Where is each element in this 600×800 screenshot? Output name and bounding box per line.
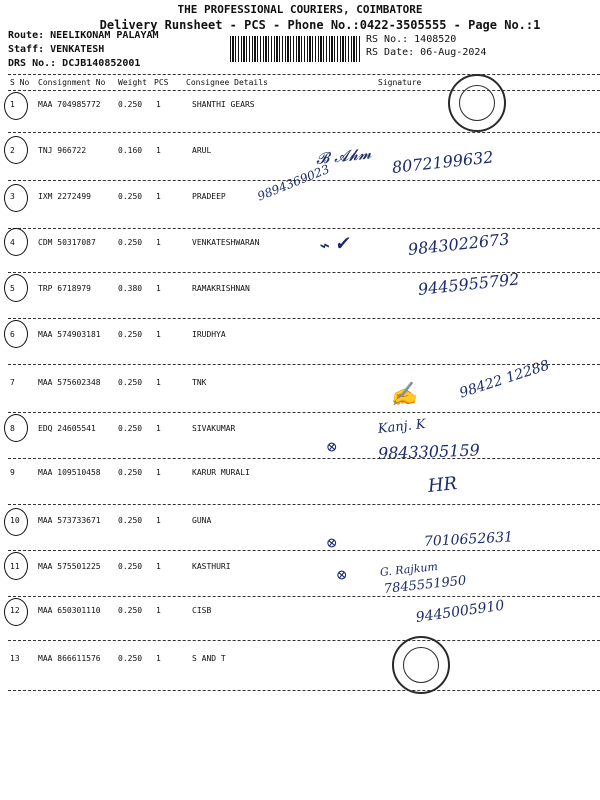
row-sno: 8 [10,424,15,433]
row-pcs: 1 [156,192,161,201]
row-consignment: MAA 866611576 [38,654,101,663]
route-label: Route: NEELIKONAM PALAYAM [8,30,159,41]
row-divider [8,458,600,459]
row-divider [8,550,600,551]
row-sno: 3 [10,192,15,201]
row-consignee: TNK [192,378,207,387]
row-consignment: TNJ 966722 [38,146,87,155]
row-consignment: EDQ 24605541 [38,424,96,433]
row-consignment: MAA 704985772 [38,100,101,109]
row-consignment: MAA 574903181 [38,330,101,339]
row-divider [8,132,600,133]
handwritten-phone: 7845551950 [383,573,468,597]
initial-mark: ⊗ [325,534,339,552]
signature-scribble: ✍ [388,381,419,409]
row-divider [8,364,600,365]
row-consignee: ARUL [192,146,212,155]
sno-circle-mark [4,508,28,536]
row-weight: 0.250 [118,424,143,433]
row-divider [8,640,600,641]
row-consignee: VENKATESHWARAN [192,238,260,247]
barcode [230,36,360,62]
row-consignment: MAA 575602348 [38,378,101,387]
company-seal-stamp [392,636,450,694]
row-pcs: 1 [156,424,161,433]
row-consignee: SIVAKUMAR [192,424,236,433]
row-divider [8,504,600,505]
row-weight: 0.250 [118,562,143,571]
row-weight: 0.250 [118,100,143,109]
row-consignee: KARUR MURALI [192,468,250,477]
row-consignment: MAA 575501225 [38,562,101,571]
row-consignee: IRUDHYA [192,330,226,339]
header-rule-bottom [8,90,600,91]
handwritten-phone: 9843022673 [407,229,511,259]
row-weight: 0.250 [118,468,143,477]
handwritten-phone: 8072199632 [391,147,495,177]
handwritten-phone: 98422 12288 [457,357,552,402]
row-divider [8,596,600,597]
row-sno: 9 [10,468,15,477]
row-weight: 0.250 [118,516,143,525]
row-weight: 0.250 [118,192,143,201]
row-sno: 12 [10,606,20,615]
initial-mark: ⊗ [325,438,339,456]
handwritten-phone: 9445005910 [414,597,506,626]
row-divider [8,690,600,691]
handwritten-name: Kanj. K [377,417,427,437]
col-consignee: Consignee Details [186,78,268,87]
runsheet-title: Delivery Runsheet - PCS - Phone No.:0422-3505555 - Page No.:1 [99,18,541,32]
row-consignment: CDM 50317087 [38,238,96,247]
sno-circle-mark [4,92,28,120]
row-pcs: 1 [156,284,161,293]
row-divider [8,318,600,319]
row-weight: 0.250 [118,378,143,387]
row-weight: 0.160 [118,146,143,155]
col-pcs: PCS [154,78,169,87]
row-pcs: 1 [156,562,161,571]
row-consignment: MAA 650301110 [38,606,101,615]
drs-number: DRS No.: DCJB140852001 [8,58,141,69]
row-sno: 10 [10,516,20,525]
row-sno: 5 [10,284,15,293]
row-consignee: S AND T [192,654,226,663]
company-title: THE PROFESSIONAL COURIERS, COIMBATORE [177,3,423,16]
signature-scribble: HR [426,473,459,497]
courier-stamp [448,74,506,132]
row-consignment: TRP 6718979 [38,284,91,293]
row-sno: 4 [10,238,15,247]
header-rule-top [8,74,600,75]
row-sno: 7 [10,378,15,387]
row-consignment: MAA 109510458 [38,468,101,477]
handwritten-phone: 9445955792 [417,269,521,299]
row-consignee: SHANTHI GEARS [192,100,255,109]
row-pcs: 1 [156,378,161,387]
row-pcs: 1 [156,330,161,339]
row-pcs: 1 [156,468,161,477]
row-consignee: KASTHURI [192,562,231,571]
col-sno: S No [10,78,30,87]
sno-circle-mark [4,598,28,626]
col-consignment: Consignment No [38,78,106,87]
staff-label: Staff: VENKATESH [8,44,105,55]
sno-circle-mark [4,552,28,580]
row-pcs: 1 [156,146,161,155]
row-pcs: 1 [156,606,161,615]
col-signature: Signature [378,78,422,87]
signature-scribble: 𝓑 𝓐𝓱𝓶 [315,144,373,168]
handwritten-phone: 9843305159 [377,440,481,463]
col-weight: Weight [118,78,147,87]
row-sno: 6 [10,330,15,339]
sno-circle-mark [4,414,28,442]
row-sno: 11 [10,562,20,571]
row-consignee: RAMAKRISHNAN [192,284,250,293]
row-pcs: 1 [156,654,161,663]
row-weight: 0.250 [118,654,143,663]
row-pcs: 1 [156,516,161,525]
row-consignment: MAA 573733671 [38,516,101,525]
row-weight: 0.250 [118,606,143,615]
row-weight: 0.250 [118,238,143,247]
row-pcs: 1 [156,100,161,109]
row-sno: 2 [10,146,15,155]
sno-circle-mark [4,136,28,164]
row-consignee: CISB [192,606,212,615]
row-weight: 0.250 [118,330,143,339]
row-weight: 0.380 [118,284,143,293]
row-consignee: GUNA [192,516,212,525]
sno-circle-mark [4,320,28,348]
signature-scribble: ⌁ ✔ [316,232,351,257]
rs-date: RS Date: 06-Aug-2024 [366,47,487,58]
row-sno: 1 [10,100,15,109]
handwritten-name: G. Rajkum [379,559,439,579]
rs-number: RS No.: 1408520 [366,34,457,45]
row-divider [8,228,600,229]
row-sno: 13 [10,654,20,663]
row-consignee: PRADEEP [192,192,226,201]
row-consignment: IXM 2272499 [38,192,91,201]
initial-mark: ⊗ [335,566,349,584]
sno-circle-mark [4,228,28,256]
sno-circle-mark [4,274,28,302]
handwritten-phone: 9894369023 [255,161,332,204]
row-divider [8,412,600,413]
sno-circle-mark [4,184,28,212]
handwritten-phone: 7010652631 [423,529,514,550]
row-pcs: 1 [156,238,161,247]
